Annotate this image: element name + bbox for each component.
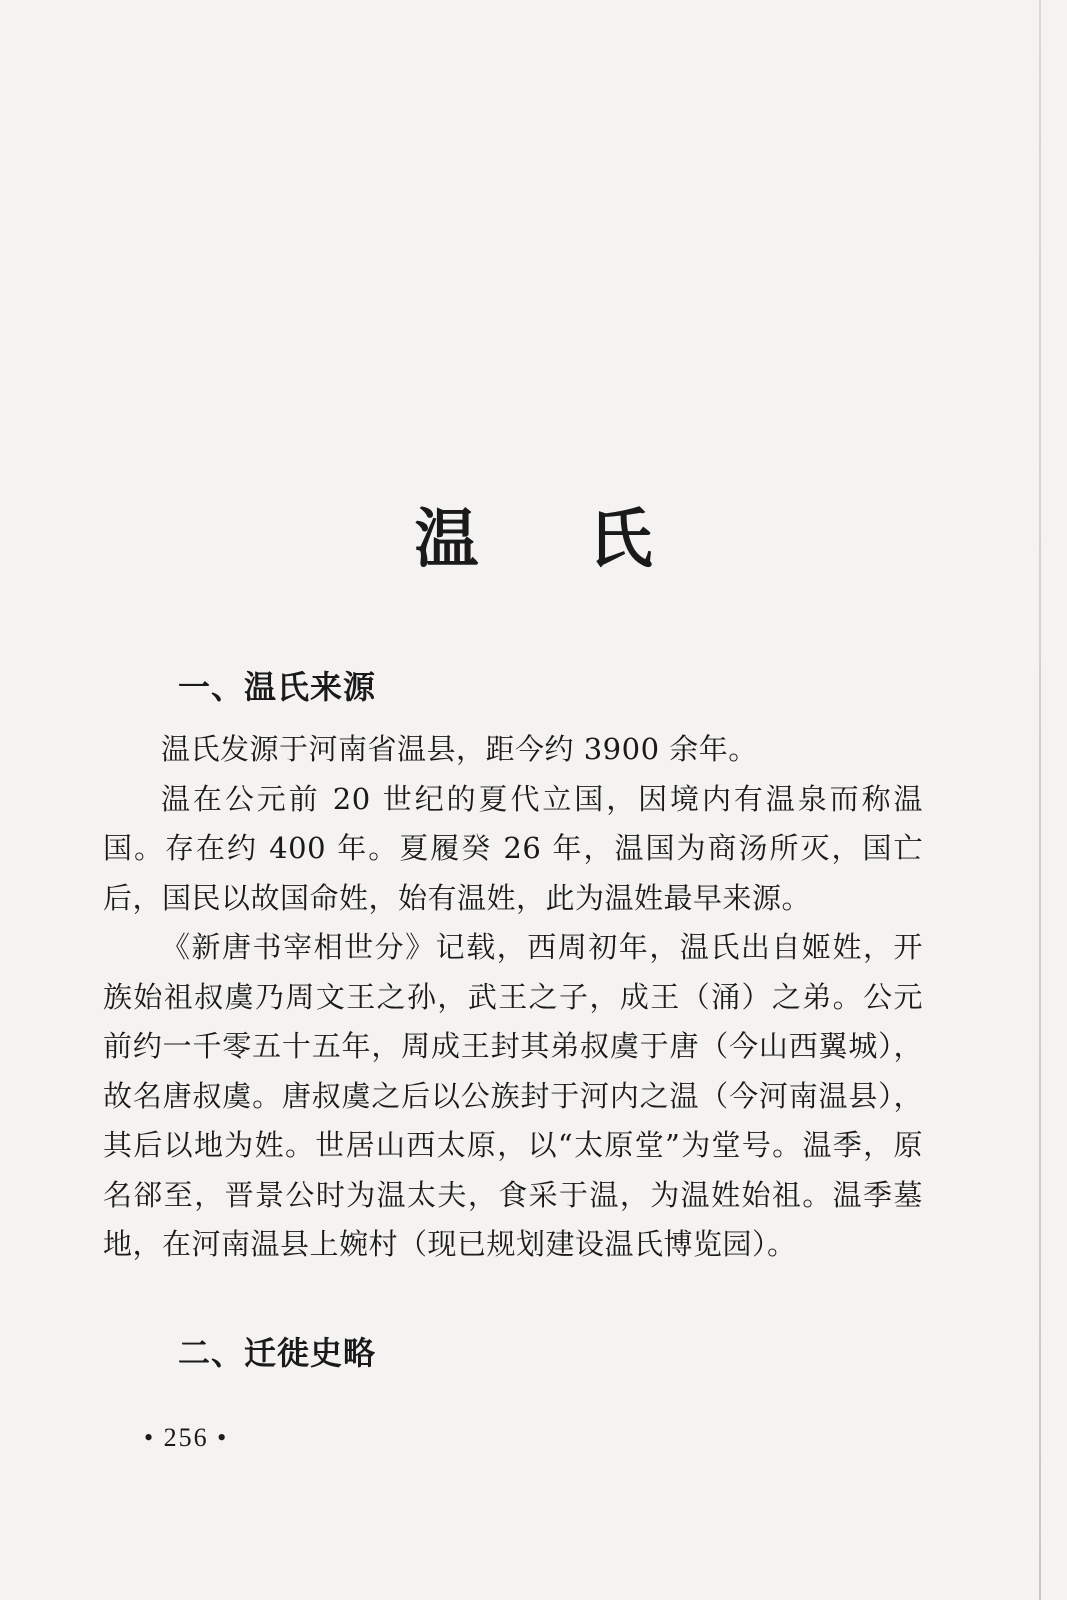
page-number: • 256 • bbox=[144, 1423, 229, 1452]
paragraph: 温在公元前 20 世纪的夏代立国，因境内有温泉而称温国。存在约 400 年。夏履癸 26 年，温国为商汤所灭，国亡后，国民以故国命姓，始有温姓，此为温姓最早来源。 bbox=[103, 781, 923, 915]
title-char-2: 氏 bbox=[588, 502, 653, 577]
page-edge bbox=[1039, 0, 1041, 1600]
section-heading-origin: 一、温氏来源 bbox=[178, 668, 377, 706]
section-heading-migration: 二、迁徙史略 bbox=[178, 1334, 377, 1372]
page-title bbox=[0, 488, 1067, 580]
paragraph: 《新唐书宰相世分》记载，西周初年，温氏出自姬姓，开族始祖叔虞乃周文王之孙，武王之子，成王（涌）之弟。公元前约一千零五十五年，周成王封其弟叔虞于唐（今山西翼城），故名唐叔虞。唐叔虞之后以公族封于河内之温（今河南温县），其后以地为姓。世居山西太原，以“太原堂”为堂号。温季，原名郤至，晋景公时为温太夫，食采于温，为温姓始祖。温季墓地，在河南温县上婉村（现已规划建设温氏博览园）。 bbox=[103, 930, 923, 1261]
section-body bbox=[103, 725, 923, 1270]
title-char-1: 温 bbox=[414, 502, 479, 577]
paragraph: 温氏发源于河南省温县，距今约 3900 余年。 bbox=[161, 732, 758, 766]
